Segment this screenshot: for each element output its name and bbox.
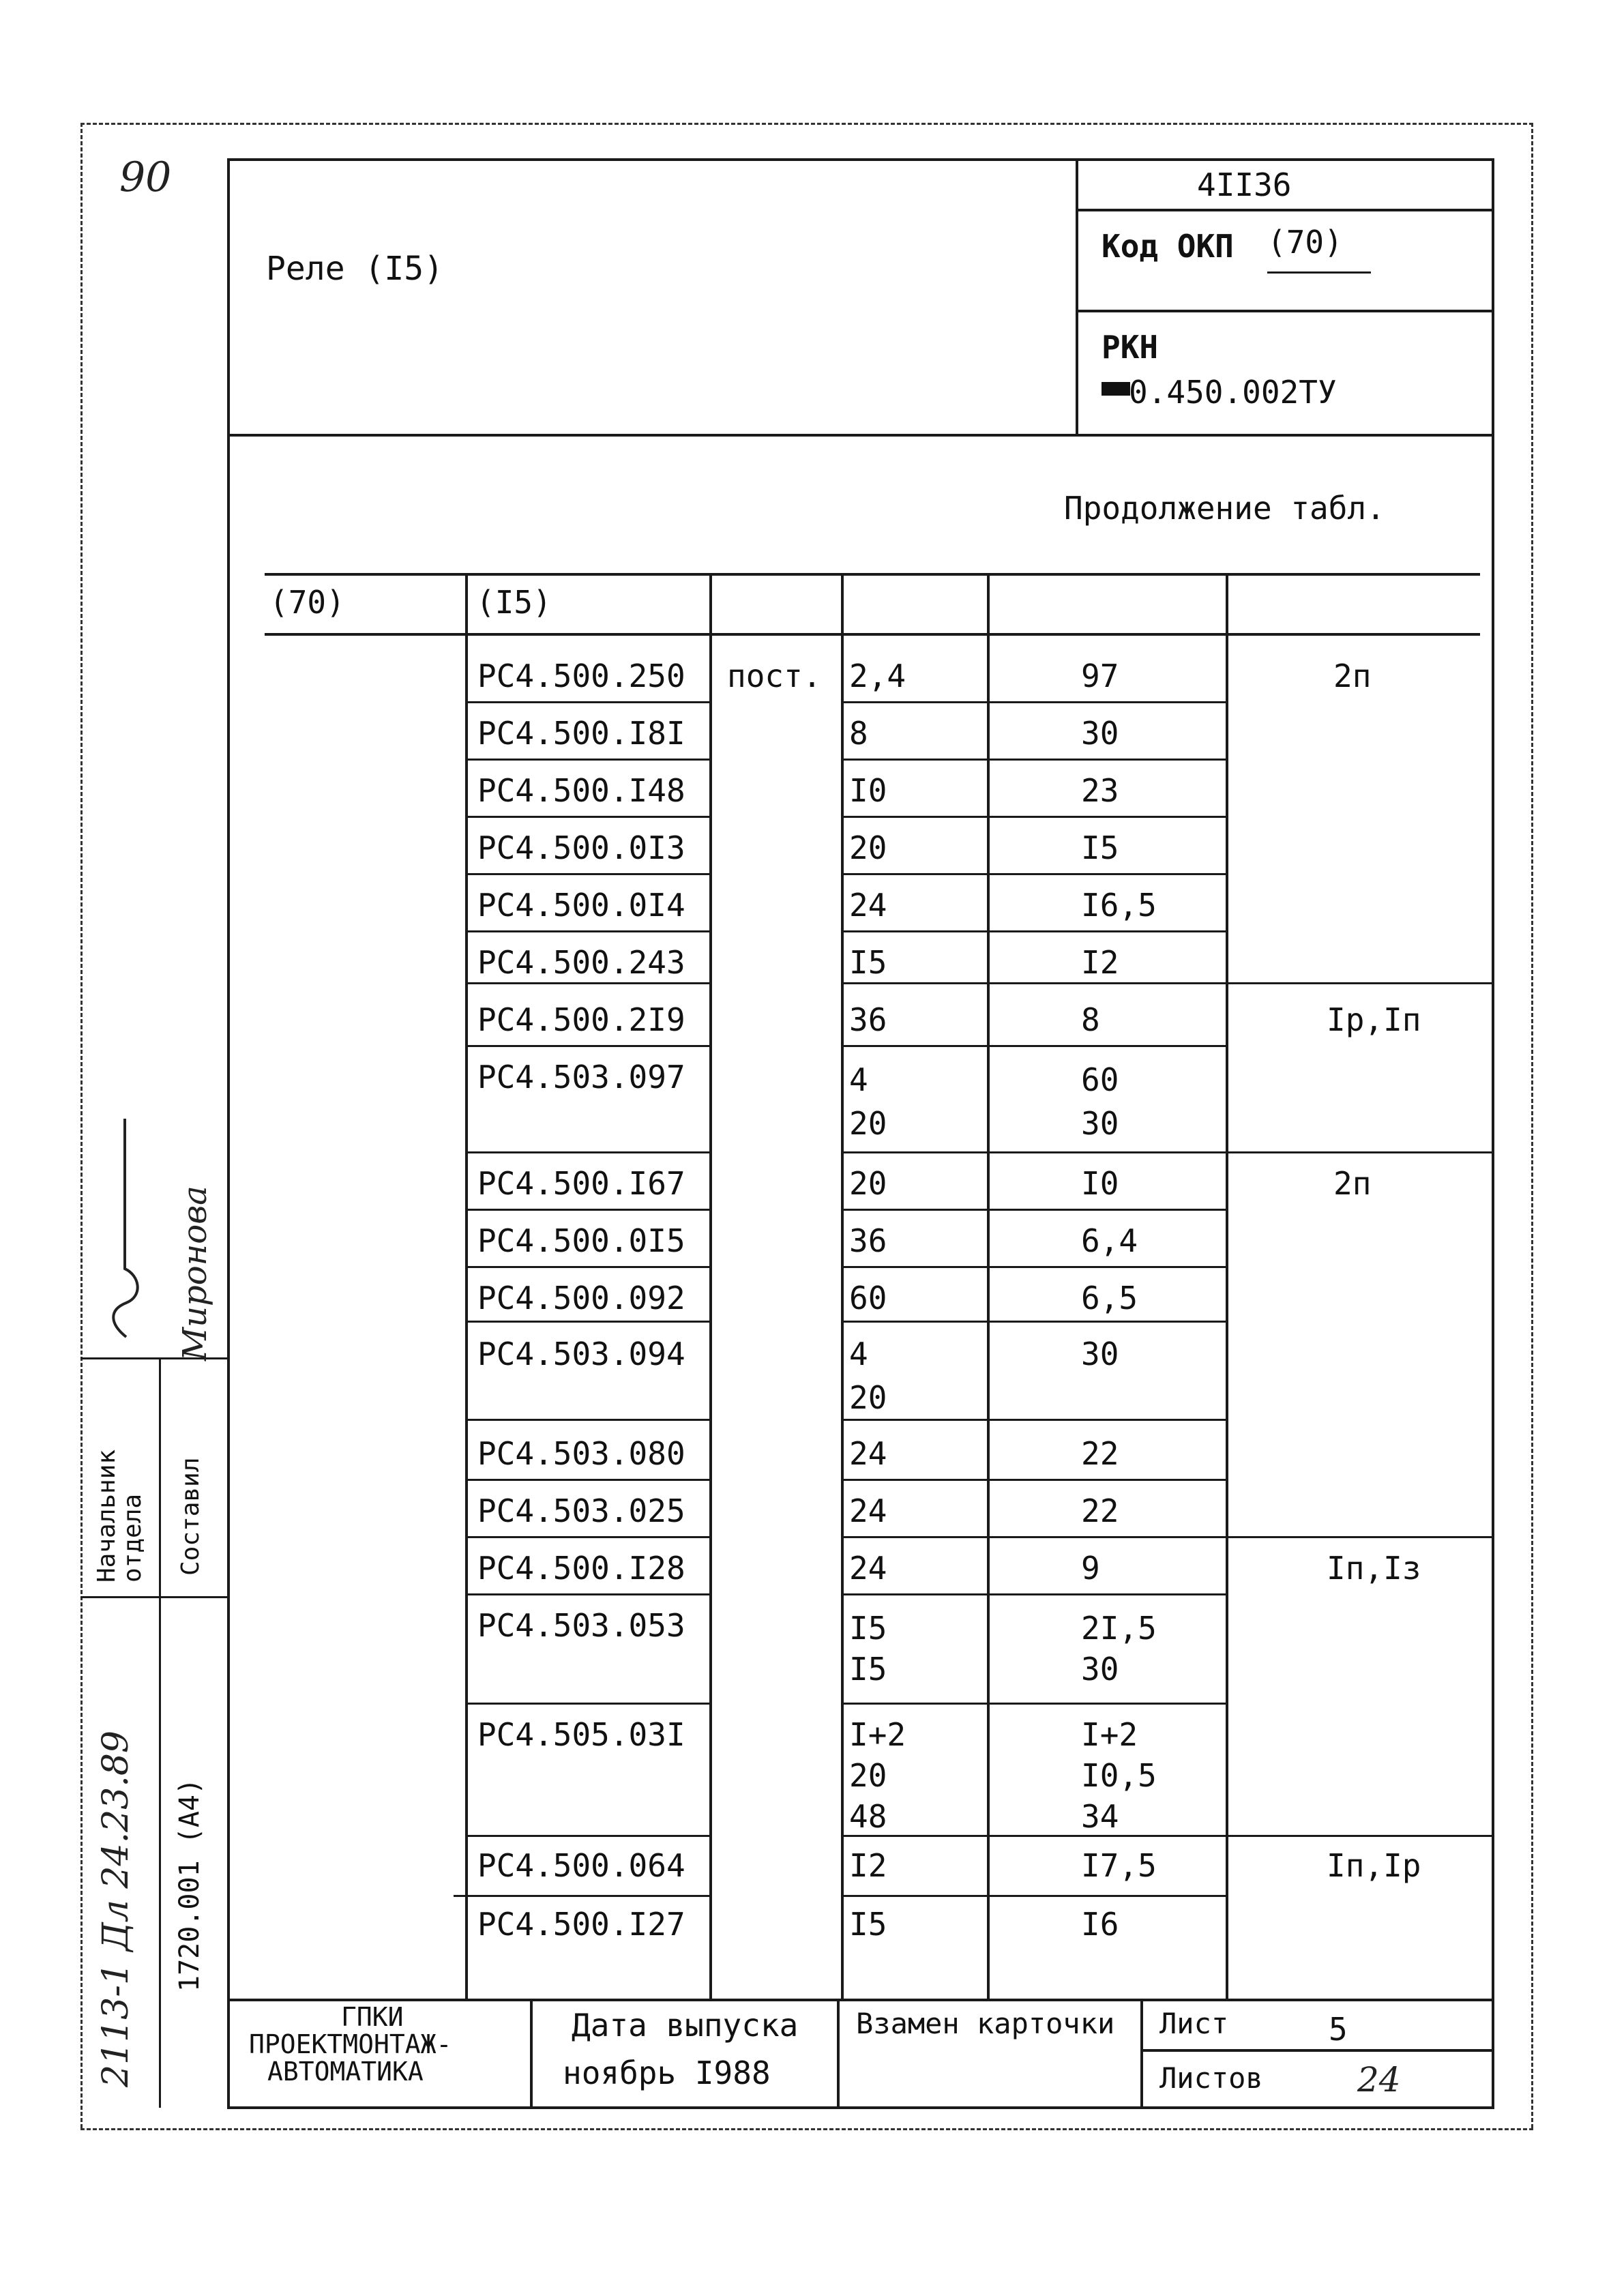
table-row-col3: 20 <box>849 1757 887 1794</box>
group-line <box>841 1151 1492 1153</box>
table-row-col4: 30 <box>1081 1105 1119 1142</box>
card-bottom-border <box>227 2106 1494 2109</box>
table-row-col3: I5 <box>849 1610 887 1647</box>
row-line <box>841 930 1226 932</box>
table-row-part: РС4.503.025 <box>477 1492 685 1529</box>
table-row-part: РС4.500.I28 <box>477 1550 685 1587</box>
table-row-col4: 97 <box>1081 658 1119 694</box>
row-line <box>465 930 709 932</box>
row-line <box>841 873 1226 875</box>
row-line <box>465 759 709 761</box>
row-line <box>841 1209 1226 1211</box>
table-row-col3: I0 <box>849 772 887 809</box>
table-row-col4: I5 <box>1081 829 1119 866</box>
product-name: Реле (I5) <box>266 250 444 288</box>
table-row-col4: I+2 <box>1081 1716 1138 1753</box>
row-line <box>465 1209 709 1211</box>
table-row-col3: 20 <box>849 1165 887 1202</box>
table-row-col3: 24 <box>849 1435 887 1472</box>
row-line <box>465 1419 709 1421</box>
registration-note: 2113-1 Дл 24.23.89 <box>95 1731 136 2087</box>
row-line <box>465 1321 709 1323</box>
row-line <box>465 1045 709 1047</box>
row-line <box>841 1895 1226 1897</box>
compiler-signature: Миронова <box>176 1186 214 1361</box>
issue-date-label: Дата выпуска <box>572 2007 799 2044</box>
table-row-col3: 4 <box>849 1336 868 1372</box>
table-row-part: РС4.505.03I <box>477 1716 685 1753</box>
sheet-value: 5 <box>1329 2011 1348 2048</box>
rkn-label: РКН <box>1102 329 1159 366</box>
org-line-2: ПРОЕКТМОНТАЖ- <box>249 2029 452 2059</box>
table-row-part: РС4.500.I48 <box>477 772 685 809</box>
redacted-mark <box>1102 382 1130 396</box>
table-row-part: РС4.503.080 <box>477 1435 685 1472</box>
table-row-col4: 6,5 <box>1081 1280 1138 1316</box>
sheets-label: Листов <box>1159 2061 1263 2095</box>
sheet-label: Лист <box>1159 2007 1229 2040</box>
header-code-divider <box>1076 209 1494 211</box>
table-row-col3: 36 <box>849 1222 887 1259</box>
table-row-part: РС4.500.I8I <box>477 715 685 752</box>
outer-frame-top <box>80 123 1533 127</box>
table-row-col4: 9 <box>1081 1550 1100 1587</box>
table-row-part: РС4.500.I67 <box>477 1165 685 1202</box>
table-row-part: РС4.500.0I5 <box>477 1222 685 1259</box>
row-line <box>465 1536 709 1538</box>
table-col-divider-5 <box>1226 573 1228 1999</box>
row-line <box>465 701 709 703</box>
table-row-part: РС4.503.097 <box>477 1059 685 1095</box>
footer-top-border <box>227 1999 1494 2001</box>
table-row-col4: 22 <box>1081 1492 1119 1529</box>
outer-frame-bottom <box>80 2128 1533 2132</box>
row-line <box>465 1266 709 1268</box>
group-line <box>841 1536 1492 1538</box>
table-row-col3: 20 <box>849 1379 887 1416</box>
table-row-col4: 2I,5 <box>1081 1610 1157 1647</box>
footer-divider-3 <box>1140 1999 1143 2108</box>
table-row-col4: I0,5 <box>1081 1757 1157 1794</box>
form-code: 1720.001 (А4) <box>174 1778 205 1992</box>
outer-frame-right <box>1531 123 1535 2128</box>
compiled-by-label: Составил <box>177 1457 205 1576</box>
okp-label: Код ОКП <box>1102 228 1234 265</box>
table-col-divider-2 <box>709 573 712 1999</box>
table-row-col4: 60 <box>1081 1061 1119 1098</box>
table-row-col3: 8 <box>849 715 868 752</box>
table-row-part: РС4.503.053 <box>477 1607 685 1644</box>
row-line <box>841 1321 1226 1323</box>
table-row-col5: Iп,Iз <box>1327 1550 1421 1587</box>
card-left-border <box>227 158 230 2109</box>
card-top-border <box>227 158 1494 161</box>
row-line <box>465 1703 709 1705</box>
table-row-col3: 20 <box>849 1105 887 1142</box>
table-row-part: РС4.500.0I3 <box>477 829 685 866</box>
table-row-col4: 8 <box>1081 1001 1100 1038</box>
table-row-col3: I2 <box>849 1847 887 1884</box>
table-row-part: РС4.500.064 <box>477 1847 685 1884</box>
table-row-col3: 20 <box>849 829 887 866</box>
table-row-col3: 4 <box>849 1061 868 1098</box>
table-row-part: РС4.503.094 <box>477 1336 685 1372</box>
table-row-col3: 48 <box>849 1798 887 1835</box>
row-line <box>465 1479 709 1481</box>
header-bottom-border <box>227 434 1494 437</box>
table-row-col3: 36 <box>849 1001 887 1038</box>
head-signature <box>106 1105 147 1344</box>
table-row-col5: Iр,Iп <box>1327 1001 1421 1038</box>
table-col-divider-3 <box>841 573 844 1999</box>
table-row-part: РС4.500.250 <box>477 658 685 694</box>
group-line <box>841 982 1492 984</box>
table-row-part: РС4.500.243 <box>477 944 685 981</box>
table-row-col4: I6,5 <box>1081 887 1157 924</box>
table-row-col4: I2 <box>1081 944 1119 981</box>
outer-frame-left <box>80 123 85 2128</box>
okp-underline <box>1267 271 1371 274</box>
table-row-col5: Iп,Iр <box>1327 1847 1421 1884</box>
row-line <box>454 1895 709 1897</box>
table-row-col5: 2п <box>1333 1165 1372 1202</box>
replace-card-label: Взамен карточки <box>856 2007 1115 2040</box>
row-line <box>465 1835 709 1837</box>
table-row-col4: 6,4 <box>1081 1222 1138 1259</box>
table-row-col4: 30 <box>1081 1336 1119 1372</box>
table-row-col4: I6 <box>1081 1906 1119 1943</box>
table-row-part: РС4.500.2I9 <box>477 1001 685 1038</box>
head-of-department-label: Начальник отдела <box>93 1449 147 1583</box>
row-line <box>465 816 709 818</box>
table-row-part: РС4.500.I27 <box>477 1906 685 1943</box>
table-row-col4: 30 <box>1081 715 1119 752</box>
table-header-col2: (I5) <box>476 584 552 621</box>
table-row-col3: I5 <box>849 944 887 981</box>
table-col-divider-1 <box>465 573 468 1999</box>
header-divider <box>1076 158 1078 435</box>
voltage-type: пост. <box>727 658 822 694</box>
row-line <box>841 1703 1226 1705</box>
table-row-part: РС4.500.0I4 <box>477 887 685 924</box>
product-code: 4II36 <box>1197 166 1292 203</box>
table-row-col3: 2,4 <box>849 658 906 694</box>
table-row-col3: 24 <box>849 1550 887 1587</box>
sheets-value: 24 <box>1357 2060 1401 2100</box>
table-row-col4: 30 <box>1081 1651 1119 1688</box>
table-row-col3: I5 <box>849 1651 887 1688</box>
table-row-col4: I0 <box>1081 1165 1119 1202</box>
row-line <box>465 982 709 984</box>
table-top-border <box>265 573 1480 576</box>
row-line <box>841 816 1226 818</box>
table-row-col3: I5 <box>849 1906 887 1943</box>
table-row-part: РС4.500.092 <box>477 1280 685 1316</box>
row-line <box>841 759 1226 761</box>
table-row-col5: 2п <box>1333 658 1372 694</box>
table-row-col4: I7,5 <box>1081 1847 1157 1884</box>
table-row-col3: I+2 <box>849 1716 906 1753</box>
side-stamp-mid <box>80 1596 227 1598</box>
org-line-1: ГПКИ <box>341 2002 404 2032</box>
table-row-col4: 23 <box>1081 772 1119 809</box>
row-line <box>465 873 709 875</box>
footer-sheet-divider <box>1140 2049 1494 2052</box>
header-okp-divider <box>1076 310 1494 312</box>
continuation-label: Продолжение табл. <box>1064 490 1385 527</box>
card-right-border <box>1492 158 1494 2109</box>
issue-date-value: ноябрь I988 <box>563 2055 771 2091</box>
table-row-col3: 24 <box>849 1492 887 1529</box>
table-header-bottom <box>265 633 1480 636</box>
group-line <box>841 1835 1492 1837</box>
org-line-3: АВТОМАТИКА <box>267 2057 424 2087</box>
row-line <box>841 1419 1226 1421</box>
table-row-col4: 34 <box>1081 1798 1119 1835</box>
side-stamp-divider <box>159 1357 161 2108</box>
table-col-divider-4 <box>987 573 990 1999</box>
footer-divider-1 <box>530 1999 533 2108</box>
row-line <box>841 701 1226 703</box>
table-header-col1: (70) <box>269 584 345 621</box>
row-line <box>841 1266 1226 1268</box>
rkn-value: 0.450.002ТУ <box>1129 374 1337 411</box>
okp-value: (70) <box>1267 224 1343 261</box>
table-row-col3: 24 <box>849 887 887 924</box>
row-line <box>465 1593 709 1595</box>
row-line <box>841 1045 1226 1047</box>
row-line <box>465 1151 709 1153</box>
row-line <box>841 1479 1226 1481</box>
table-row-col4: 22 <box>1081 1435 1119 1472</box>
footer-divider-2 <box>837 1999 840 2108</box>
row-line <box>841 1593 1226 1595</box>
table-row-col3: 60 <box>849 1280 887 1316</box>
page-number-handwritten: 90 <box>119 153 172 201</box>
